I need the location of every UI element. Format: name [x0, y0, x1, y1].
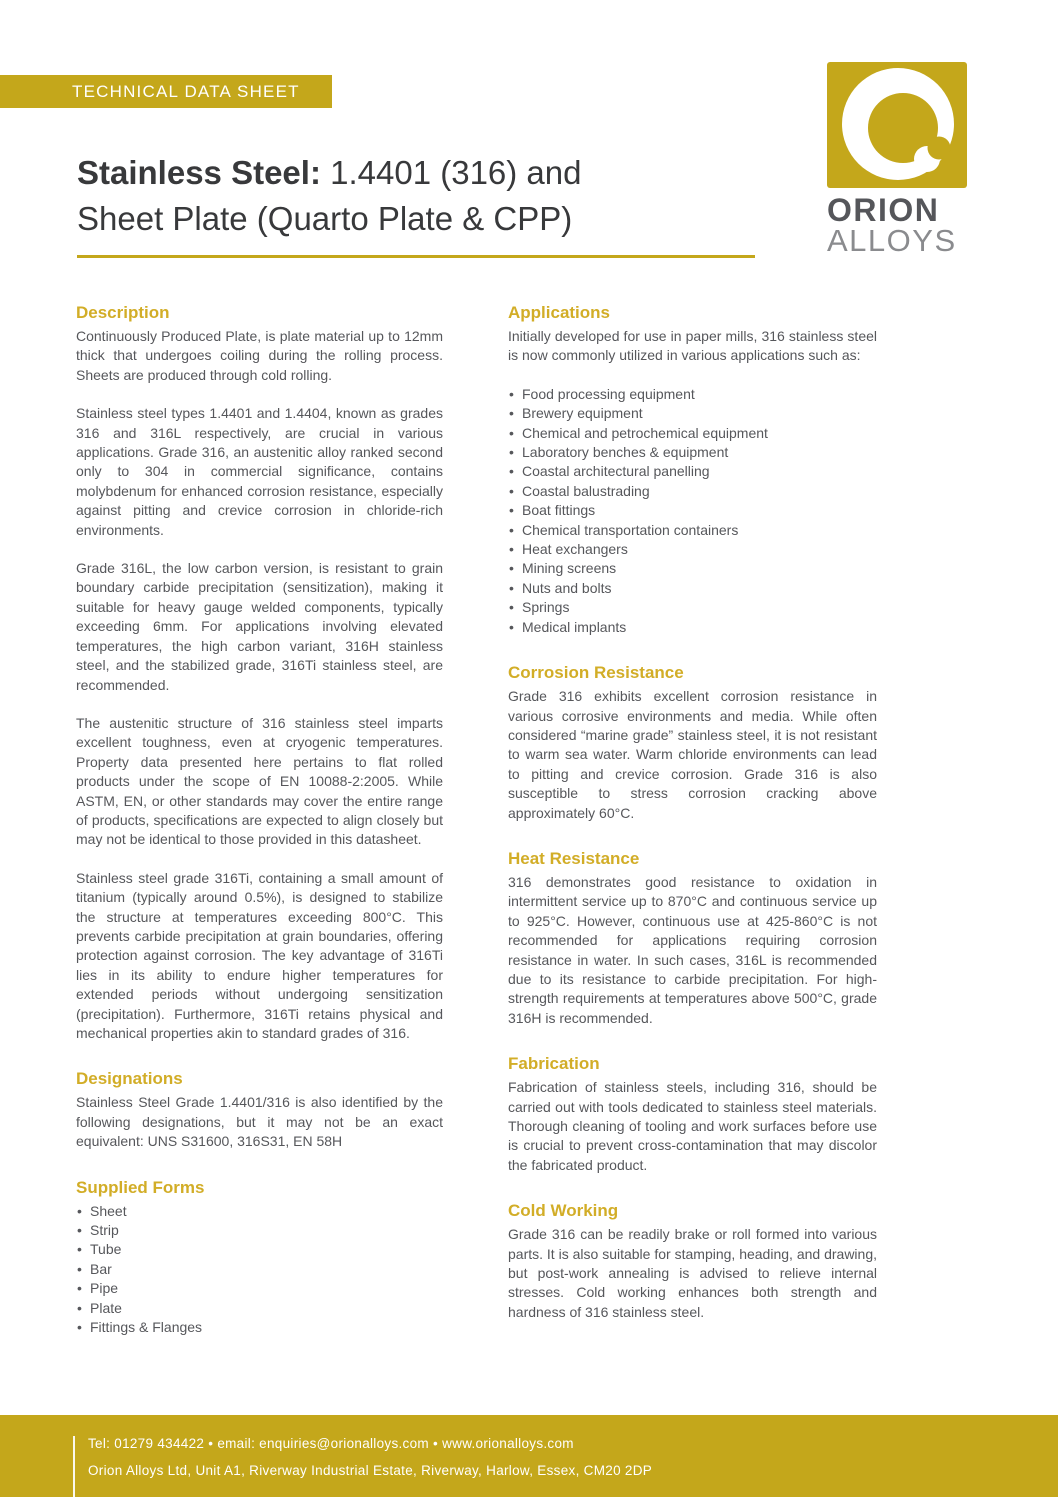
list-item: • Brewery equipment	[508, 404, 877, 423]
applications-intro: Initially developed for use in paper mills, 316 stainless steel is now commonly utilized in various applications such as:	[508, 328, 877, 364]
fabrication-paragraph: Fabrication of stainless steels, including 316, should be carried out with tools dedicated to stainless steel materials. Thorough cleaning of tooling and work surfaces before use is crucial to prevent cross-contamination that may discolor the fabricated product.	[508, 1079, 877, 1173]
supplied-forms-heading: Supplied Forms	[76, 1177, 205, 1197]
footer	[0, 1415, 1058, 1497]
description-paragraph: Stainless steel types 1.4401 and 1.4404, known as grades 316 and 316L respectively, are crucial in various applications. Grade 316, an austenitic alloy ranked second only to 304 in commercial significance, contains molybdenum for enhanced corrosion resistance, especially against pitting and crevice corrosion in chloride-rich environments.	[76, 405, 443, 538]
alloys-wordmark: ALLOYS	[827, 223, 957, 258]
section-description	[76, 303, 443, 1043]
list-item: • Nuts and bolts	[508, 579, 877, 598]
list-item: • Tube	[76, 1240, 443, 1259]
designations-paragraph: Stainless Steel Grade 1.4401/316 is also identified by the following designations, but it may not be an exact equivalent: UNS S31600, 316S31, EN 58H	[76, 1094, 443, 1150]
title-line2: Sheet Plate (Quarto Plate & CPP)	[77, 200, 573, 237]
description-paragraph: Continuously Produced Plate, is plate material up to 12mm thick that undergoes coiling during the rolling process. Sheets are produced through cold rolling.	[76, 328, 443, 383]
footer-content	[73, 1436, 652, 1497]
section-cold-working	[508, 1201, 877, 1322]
list-item: • Chemical and petrochemical equipment	[508, 424, 877, 443]
cold-working-heading: Cold Working	[508, 1201, 619, 1221]
orion-alloys-logo	[827, 62, 967, 257]
technical-data-sheet-banner: TECHNICAL DATA SHEET	[0, 75, 332, 108]
right-column	[508, 303, 877, 1322]
list-item: • Pipe	[76, 1279, 443, 1298]
title-grade: 1.4401 (316) and	[320, 154, 582, 191]
section-designations	[76, 1069, 443, 1151]
supplied-forms-list	[76, 1202, 443, 1338]
section-heat-resistance	[508, 849, 877, 1028]
list-item: • Mining screens	[508, 559, 877, 578]
cold-working-paragraph: Grade 316 can be readily brake or roll formed into various parts. It is also suitable for stamping, heading, and drawing, but post-work annealing is advised to relieve internal stresses. Cold working enhances both strength and hardness of 316 stainless steel.	[508, 1226, 877, 1320]
list-item: • Strip	[76, 1221, 443, 1240]
corrosion-resistance-heading: Corrosion Resistance	[508, 663, 684, 683]
section-supplied-forms	[76, 1178, 443, 1338]
title-product-name: Stainless Steel:	[77, 154, 321, 191]
section-applications	[508, 303, 877, 637]
list-item: • Springs	[508, 598, 877, 617]
footer-address-line: Orion Alloys Ltd, Unit A1, Riverway Industrial Estate, Riverway, Harlow, Essex, CM20 2DP	[88, 1463, 653, 1478]
title-line1	[77, 154, 582, 191]
left-column	[76, 303, 443, 1337]
page-title	[77, 150, 777, 242]
corrosion-resistance-paragraph: Grade 316 exhibits excellent corrosion resistance in various corrosive environments and media. While often considered “marine grade” stainless steel, it is not resistant to warm sea water. Warm chloride environments can lead to pitting and crevice corrosion. Grade 316 is also susceptible to stress corrosion cracking above approximately 60°C.	[508, 688, 877, 821]
designations-heading: Designations	[76, 1069, 183, 1089]
applications-heading: Applications	[508, 303, 611, 322]
orion-q-icon	[827, 62, 967, 188]
list-item: • Medical implants	[508, 618, 877, 637]
applications-list	[508, 385, 877, 637]
heat-resistance-heading: Heat Resistance	[508, 848, 640, 868]
list-item: • Food processing equipment	[508, 385, 877, 404]
description-heading: Description	[76, 303, 170, 322]
description-paragraph: Stainless steel grade 316Ti, containing a small amount of titanium (typically around 0.5%), is designed to stabilize the structure at temperatures exceeding 800°C. This prevents carbide precipitation at grain boundaries, offering protection against corrosion. The key advantage of 316Ti lies in its ability to endure higher temperatures for extended periods without undergoing sensitization (precipitation). Furthermore, 316Ti retains physical and mechanical properties akin to standard grades of 316.	[76, 869, 443, 1041]
footer-contact-line: Tel: 01279 434422 • email: enquiries@orionalloys.com • www.orionalloys.com	[88, 1436, 574, 1451]
description-paragraph: Grade 316L, the low carbon version, is resistant to grain boundary carbide precipitation (sensitization), making it suitable for heavy gauge welded components, typically exceeding 6mm. For applications involving elevated temperatures, the high carbon variant, 316H stainless steel, and the stabilized grade, 316Ti stainless steel, are recommended.	[76, 560, 443, 693]
fabrication-heading: Fabrication	[508, 1054, 600, 1074]
section-corrosion-resistance	[508, 663, 877, 823]
list-item: • Boat fittings	[508, 501, 877, 520]
list-item: • Laboratory benches & equipment	[508, 443, 877, 462]
orion-wordmark: ORION	[827, 192, 940, 228]
list-item: • Chemical transportation containers	[508, 521, 877, 540]
title-divider-rule	[77, 255, 755, 258]
list-item: • Fittings & Flanges	[76, 1318, 443, 1337]
list-item: • Sheet	[76, 1202, 443, 1221]
list-item: • Bar	[76, 1260, 443, 1279]
list-item: • Coastal balustrading	[508, 482, 877, 501]
heat-resistance-paragraph: 316 demonstrates good resistance to oxidation in intermittent service up to 870°C and continuous service up to 925°C. However, continuous use at 425-860°C is not recommended for applications requiring corrosion resistance in water. In such cases, 316L is recommended due to its resistance to carbide precipitation. For high-strength requirements at temperatures above 500°C, grade 316H is recommended.	[508, 873, 877, 1026]
list-item: • Coastal architectural panelling	[508, 462, 877, 481]
list-item: • Plate	[76, 1299, 443, 1318]
list-item: • Heat exchangers	[508, 540, 877, 559]
description-paragraph: The austenitic structure of 316 stainless steel imparts excellent toughness, even at cryogenic temperatures. Property data presented here pertains to flat rolled products under the scope of EN 10088-2:2005. While ASTM, EN, or other standards may cover the entire range of products, specifications are expected to align closely but may not be identical to those provided in this datasheet.	[76, 714, 443, 848]
section-fabrication	[508, 1054, 877, 1175]
